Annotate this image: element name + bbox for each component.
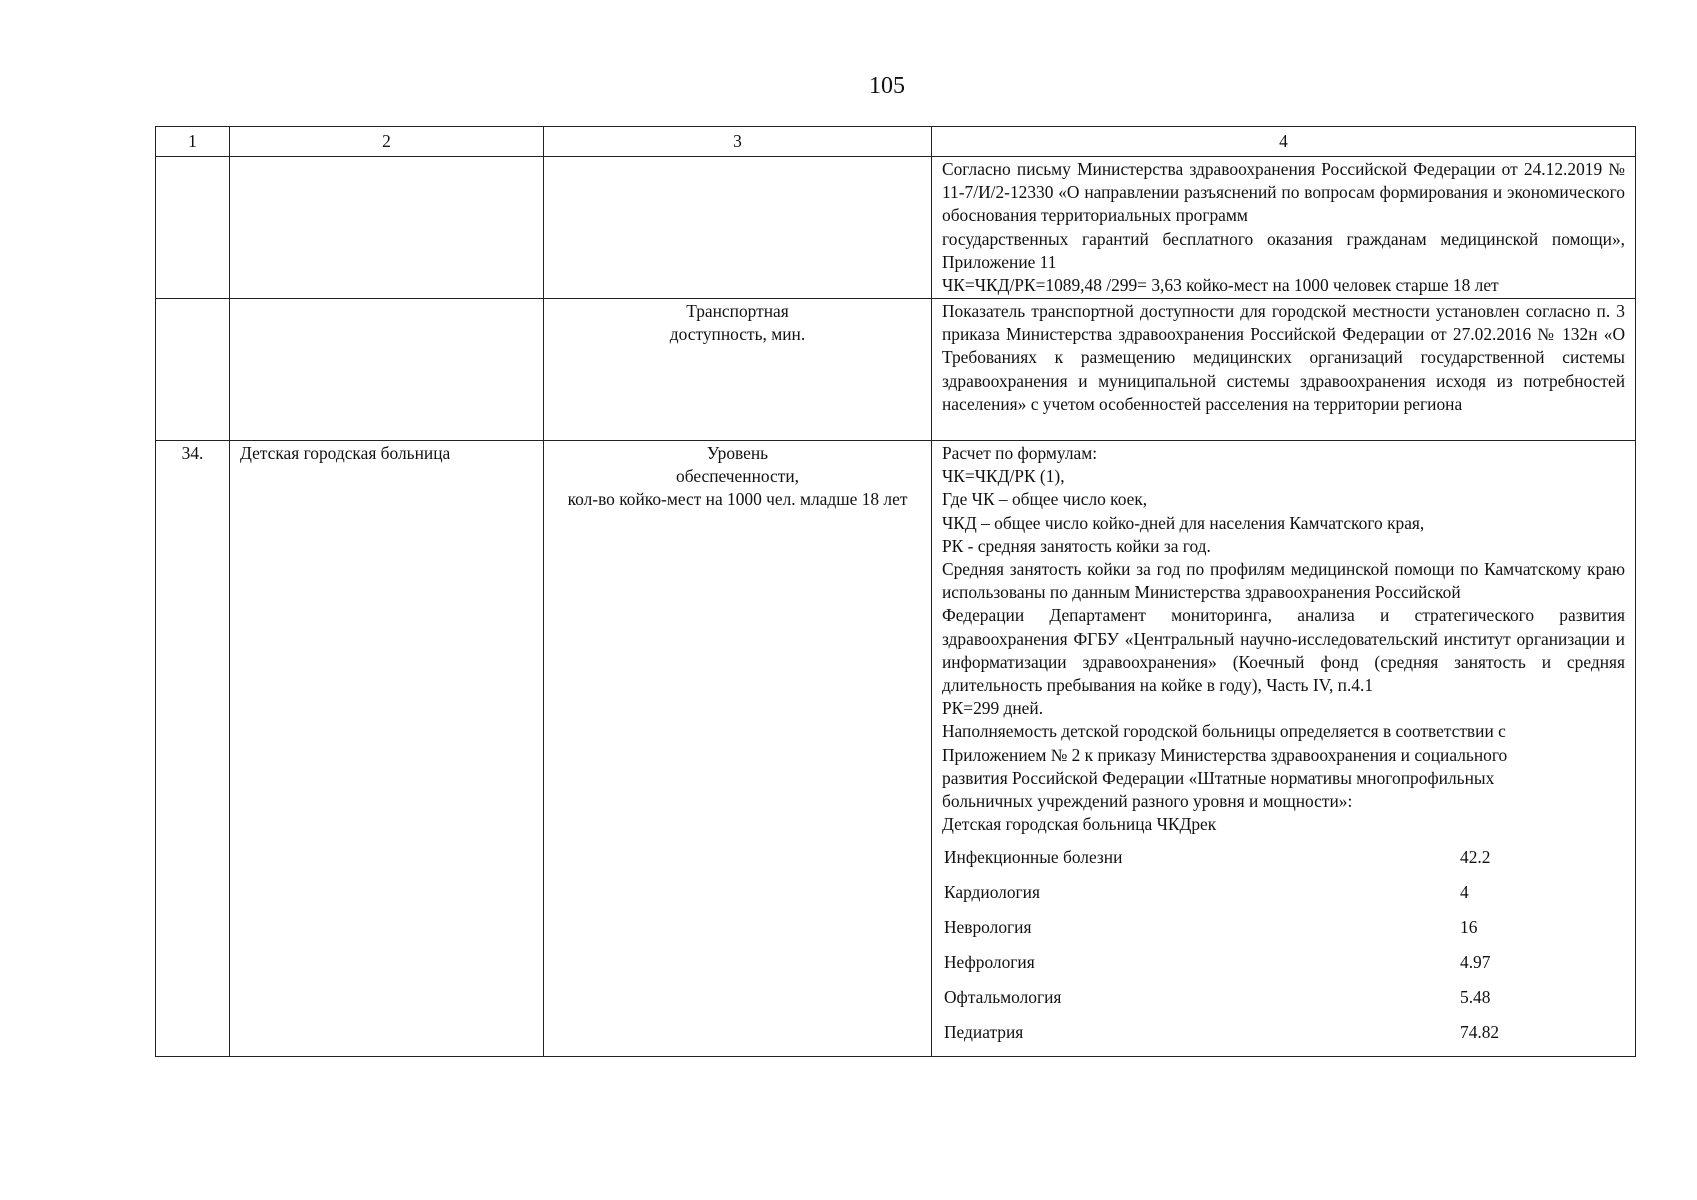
row3-indicator-line-1: Уровень bbox=[706, 443, 769, 463]
page-number: 105 bbox=[869, 73, 905, 99]
row1-col1 bbox=[156, 157, 230, 299]
profile-value: 42.2 bbox=[1460, 847, 1491, 868]
profile-name: Кардиология bbox=[944, 882, 1040, 903]
formula-line: ЧКД – общее число койко-дней для населения Камчатского края, bbox=[942, 512, 1425, 533]
list-item bbox=[942, 986, 1625, 1021]
row2-indicator-line-1: Транспортная bbox=[686, 301, 789, 321]
table-row bbox=[156, 299, 1636, 441]
formula-line: Где ЧК – общее число коек, bbox=[942, 489, 1148, 510]
row2-indicator-line-2: доступность, мин. bbox=[669, 324, 806, 345]
department-paragraph: Федерации Департамент мониторинга, анализа и стратегического развития здравоохранения ФГБУ «Центральный научно-исследовательский институт организации и информатизации здравоохранения» (Коечный фонд (средняя занятость и средняя длительность пребывания на койке в году), Часть IV, п.4.1 bbox=[942, 605, 1625, 696]
row1-col3 bbox=[544, 157, 932, 299]
profile-value: 4 bbox=[1460, 882, 1469, 903]
description-line: РК=299 дней. bbox=[942, 698, 1044, 719]
formula-line: ЧК=ЧКД/РК (1), bbox=[942, 466, 1065, 487]
description-line: развития Российской Федерации «Штатные нормативы многопрофильных bbox=[942, 767, 1495, 788]
profile-name: Неврология bbox=[944, 917, 1032, 938]
profile-value: 4.97 bbox=[1460, 952, 1491, 973]
description-line: Детская городская больница ЧКДрек bbox=[942, 814, 1217, 835]
list-item bbox=[942, 846, 1625, 881]
description-line: Приложением № 2 к приказу Министерства здравоохранения и социального bbox=[942, 744, 1508, 765]
row1-letter-appendix: государственных гарантий бесплатного оказания гражданам медицинской помощи», Приложение 11 bbox=[942, 228, 1625, 272]
profile-name: Педиатрия bbox=[944, 1022, 1024, 1043]
row1-formula-result: ЧК=ЧКД/РК=1089,48 /299= 3,63 койко-мест на 1000 человек старше 18 лет bbox=[942, 275, 1499, 296]
row3-description bbox=[932, 441, 1636, 1057]
profile-values-list bbox=[942, 846, 1625, 1056]
description-line: Наполняемость детской городской больницы определяется в соответствии с bbox=[942, 721, 1506, 742]
row1-col4 bbox=[932, 157, 1636, 299]
list-item bbox=[942, 951, 1625, 986]
header-col-3: 3 bbox=[544, 127, 932, 157]
occupancy-source-paragraph: Средняя занятость койки за год по профилям медицинской помощи по Камчатскому краю использованы по данным Министерства здравоохранения Российской bbox=[942, 559, 1625, 603]
row2-description: Показатель транспортной доступности для городской местности установлен согласно п. 3 приказа Министерства здравоохранения Российской Федерации от 27.02.2016 № 132н «О Требованиях к размещению медицинских организаций государственной системы здравоохранения и муниципальной системы здравоохранения исходя из потребностей населения» с учетом особенностей расселения на территории региона bbox=[932, 299, 1636, 441]
description-line: больничных учреждений разного уровня и мощности»: bbox=[942, 791, 1353, 812]
header-col-1: 1 bbox=[156, 127, 230, 157]
profile-name: Инфекционные болезни bbox=[944, 847, 1123, 868]
list-item bbox=[942, 1021, 1625, 1056]
row3-number: 34. bbox=[156, 441, 230, 1057]
table-header-row bbox=[156, 127, 1636, 157]
document-table bbox=[155, 126, 1636, 1057]
row3-indicator-line-3: кол-во койко-мест на 1000 чел. младше 18 лет bbox=[567, 489, 908, 510]
row2-col2 bbox=[230, 299, 544, 441]
profile-value: 5.48 bbox=[1460, 987, 1491, 1008]
formula-line: РК - средняя занятость койки за год. bbox=[942, 535, 1211, 556]
header-col-2: 2 bbox=[230, 127, 544, 157]
profile-name: Нефрология bbox=[944, 952, 1035, 973]
row3-facility-name: Детская городская больница bbox=[230, 441, 544, 1057]
profile-value: 16 bbox=[1460, 917, 1478, 938]
formula-line: Расчет по формулам: bbox=[942, 443, 1098, 463]
row2-indicator bbox=[544, 299, 932, 441]
table-row bbox=[156, 441, 1636, 1057]
row3-indicator bbox=[544, 441, 932, 1057]
row3-indicator-line-2: обеспеченности, bbox=[676, 466, 799, 487]
profile-value: 74.82 bbox=[1460, 1022, 1500, 1043]
row1-col2 bbox=[230, 157, 544, 299]
header-col-4: 4 bbox=[932, 127, 1636, 157]
table-row bbox=[156, 157, 1636, 299]
profile-name: Офтальмология bbox=[944, 987, 1062, 1008]
list-item bbox=[942, 916, 1625, 951]
row2-col1 bbox=[156, 299, 230, 441]
row1-letter-reference: Согласно письму Министерства здравоохранения Российской Федерации от 24.12.2019 № 11-7/И/2-12330 «О направлении разъяснений по вопросам формирования и экономического обоснования территориальных программ bbox=[942, 159, 1625, 226]
list-item bbox=[942, 881, 1625, 916]
